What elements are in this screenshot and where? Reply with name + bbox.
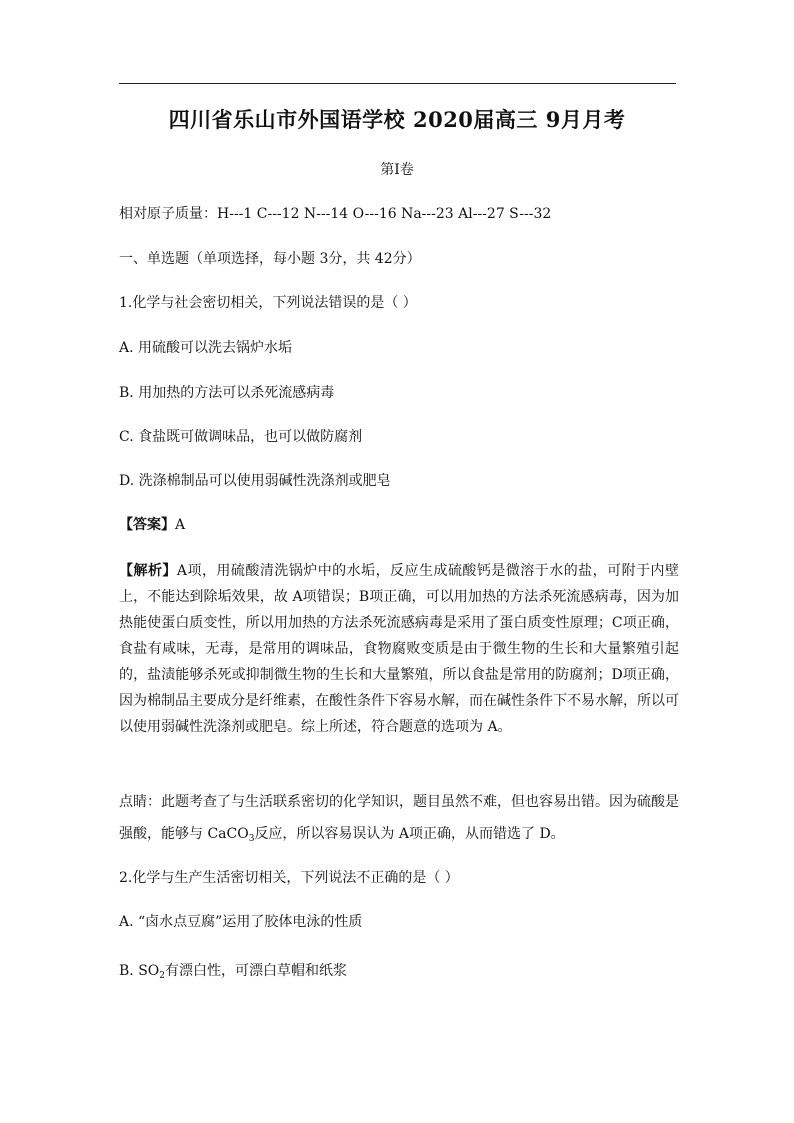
analysis-label: 【解析】 — [119, 563, 177, 579]
question-1-answer — [119, 515, 185, 535]
question-1-option-c: C. 食盐既可做调味品，也可以做防腐剂 — [119, 429, 363, 445]
atomic-masses: 相对原子质量：H---1 C---12 N---14 O---16 Na---23 Al---27 S---32 — [119, 206, 552, 222]
header-rule — [119, 83, 676, 84]
question-1-option-a: A. 用硫酸可以洗去锅炉水垢 — [119, 340, 293, 356]
question-2-stem: 2.化学与生产生活密切相关，下列说法不正确的是（ ） — [119, 870, 459, 886]
answer-label: 【答案】 — [119, 517, 175, 533]
question-1-tip — [119, 786, 679, 855]
tip-line-2-rest: 反应，所以容易误认为 A项正确，从而错选了 D。 — [254, 826, 565, 842]
section-heading: 一、单选题（单项选择，每小题 3分，共 42分） — [119, 251, 421, 267]
question-1-option-b: B. 用加热的方法可以杀死流感病毒 — [119, 385, 335, 401]
analysis-text: A项，用硫酸清洗锅炉中的水垢，反应生成硫酸钙是微溶于水的盐，可附于内壁上，不能达到除垢效果，故 A项错误；B项正确，可以用加热的方法杀死流感病毒，因为加热能使蛋白质变性，所以用加热的方法杀死流感病毒是采用了蛋白质变性原理；C项正确，食盐有咸味，无毒，是常用的调味品，食物腐败变质是由于微生物的生长和大量繁殖引起的，盐渍能够杀死或抑制微生物的生长和大量繁殖，所以食盐是常用的防腐剂；D项正确，因为棉制品主要成分是纤维素，在酸性条件下容易水解，而在碱性条件下不易水解，所以可以使用弱碱性洗涤剂或肥皂。综上所述，符合题意的选项为 A。 — [119, 563, 680, 735]
question-2-option-b — [119, 961, 347, 986]
question-1-option-d: D. 洗涤棉制品可以使用弱碱性洗涤剂或肥皂 — [119, 473, 391, 489]
volume-label: 第Ⅰ卷 — [380, 162, 414, 178]
question-1-stem: 1.化学与社会密切相关，下列说法错误的是（ ） — [119, 295, 417, 311]
option-b-text: B. SO — [119, 963, 160, 979]
question-2-option-a: A. “卤水点豆腐”运用了胶体电泳的性质 — [119, 914, 363, 930]
tip-line-2 — [119, 818, 679, 855]
exam-title: 四川省乐山市外国语学校 2020届高三 9月月考 — [168, 107, 626, 132]
option-b-rest: 有漂白性，可漂白草帽和纸浆 — [165, 963, 347, 979]
tip-line-1: 点睛：此题考查了与生活联系密切的化学知识，题目虽然不难，但也容易出错。因为硫酸是 — [119, 794, 679, 810]
tip-subscript: 3 — [248, 834, 255, 844]
answer-value: A — [175, 517, 186, 533]
tip-line-2-text: 强酸，能够与 CaCO — [119, 826, 249, 842]
question-1-analysis — [119, 558, 679, 740]
option-b-subscript: 2 — [159, 971, 165, 981]
